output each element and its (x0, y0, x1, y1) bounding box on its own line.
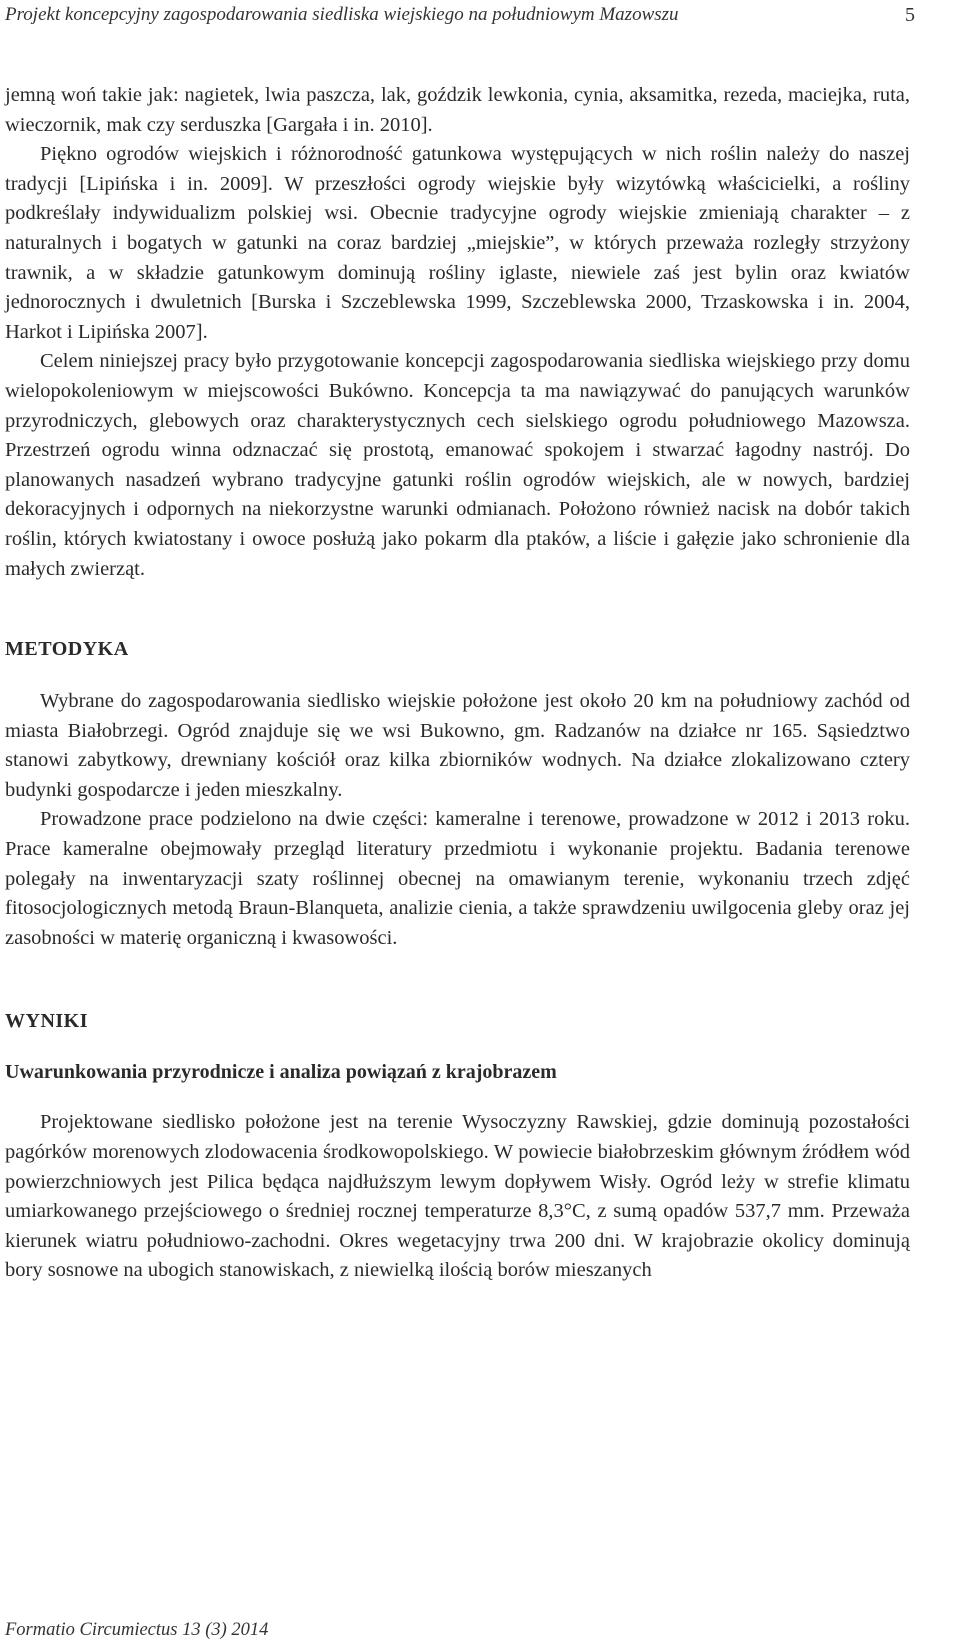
intro-paragraph-3: Celem niniejszej pracy było przygotowanie koncepcji zagospodarowania siedliska wiejskiego przy domu wielopokoleniowym w miejscowości Bukówno. Koncepcja ta ma nawiązywać do panujących warunków przyrodniczych, glebowych oraz charakterystycznych cech sielskiego ogrodu południowego Mazowsza. Przestrzeń ogrodu winna odznaczać się prostotą, emanować spokojem i stwarzać łagodny nastrój. Do planowanych nasadzeń wybrano tradycyjne gatunki roślin ogrodów wiejskich, ale w nowych, bardziej dekoracyjnych i odpornych na niekorzystne warunki odmianach. Położono również nacisk na dobór takich roślin, których kwiatostany i owoce posłużą jako pokarm dla ptaków, a liście i gałęzie jako schronienie dla małych zwierząt. (5, 350, 910, 580)
section-heading-wyniki: WYNIKI (5, 1010, 89, 1033)
body-text (5, 81, 910, 1286)
running-header-title: Projekt koncepcyjny zagospodarowania siedliska wiejskiego na południowym Mazowszu (5, 4, 679, 25)
intro-paragraph-1: jemną woń takie jak: nagietek, lwia paszcza, lak, goździk lewkonia, cynia, aksamitka, rezeda, maciejka, ruta, wieczornik, mak czy serduszka [Gargała i in. 2010]. (5, 84, 910, 136)
section-spacer (5, 1036, 910, 1057)
section-spacer (5, 584, 910, 634)
section-spacer (5, 664, 910, 687)
metodyka-paragraph-1: Wybrane do zagospodarowania siedlisko wiejskie położone jest około 20 km na południowy zachód od miasta Białobrzegi. Ogród znajduje się we wsi Bukowno, gm. Radzanów na działce nr 165. Sąsiedztwo stanowi zabytkowy, drewniany kościół oraz kilka zbiorników wodnych. Na działce zlokalizowano cztery budynki gospodarcze i jeden mieszkalny. (5, 690, 910, 801)
section-heading-metodyka: METODYKA (5, 638, 129, 661)
intro-paragraph-2: Piękno ogrodów wiejskich i różnorodność gatunkowa występujących w nich roślin należy do naszej tradycji [Lipińska i in. 2009]. W przeszłości ogrody wiejskie były wizytówką właścicielki, a rośliny podkreślały indywidualizm polskiej wsi. Obecnie tradycyjne ogrody wiejskie zmieniają charakter – z naturalnych i bogatych w gatunki na coraz bardziej „miejskie”, w których przeważa rozległy strzyżony trawnik, a w składzie gatunkowym dominują rośliny iglaste, niewiele zaś jest bylin oraz kwiatów jednorocznych i dwuletnich [Burska i Szczeblewska 1999, Szczeblewska 2000, Trzaskowska i in. 2004, Harkot i Lipińska 2007]. (5, 143, 910, 343)
section-spacer (5, 1087, 910, 1108)
running-footer: Formatio Circumiectus 13 (3) 2014 (5, 1620, 269, 1640)
metodyka-paragraph-2: Prowadzone prace podzielono na dwie części: kameralne i terenowe, prowadzone w 2012 i 2013 roku. Prace kameralne obejmowały przegląd literatury przedmiotu i wykonanie projektu. Badania terenowe polegały na inwentaryzacji szaty roślinnej obecnej na omawianym terenie, wykonaniu trzech zdjęć fitosocjologicznych metodą Braun-Blanqueta, analizie cienia, a także sprawdzeniu uwilgocenia gleby oraz jej zasobności w materię organiczną i kwasowości. (5, 808, 910, 949)
wyniki-paragraph-1: Projektowane siedlisko położone jest na terenie Wysoczyzny Rawskiej, gdzie dominują pozostałości pagórków morenowych zlodowacenia środkowopolskiego. W powiecie białobrzeskim głównym źródłem wód powierzchniowych jest Pilica będąca najdłuższym lewym dopływem Wisły. Ogród leży w strefie klimatu umiarkowanego przejściowego o średniej rocznej temperaturze 8,3°C, z sumą opadów 537,7 mm. Przeważa kierunek wiatru południowo-zachodni. Okres wegetacyjny trwa 200 dni. W krajobrazie okolicy dominują bory sosnowe na ubogich stanowiskach, z niewielką ilością borów mieszanych (5, 1111, 910, 1282)
subsection-heading: Uwarunkowania przyrodnicze i analiza powiązań z krajobrazem (5, 1061, 557, 1084)
page-number: 5 (905, 4, 915, 26)
section-spacer (5, 953, 910, 1006)
running-header (5, 0, 915, 30)
